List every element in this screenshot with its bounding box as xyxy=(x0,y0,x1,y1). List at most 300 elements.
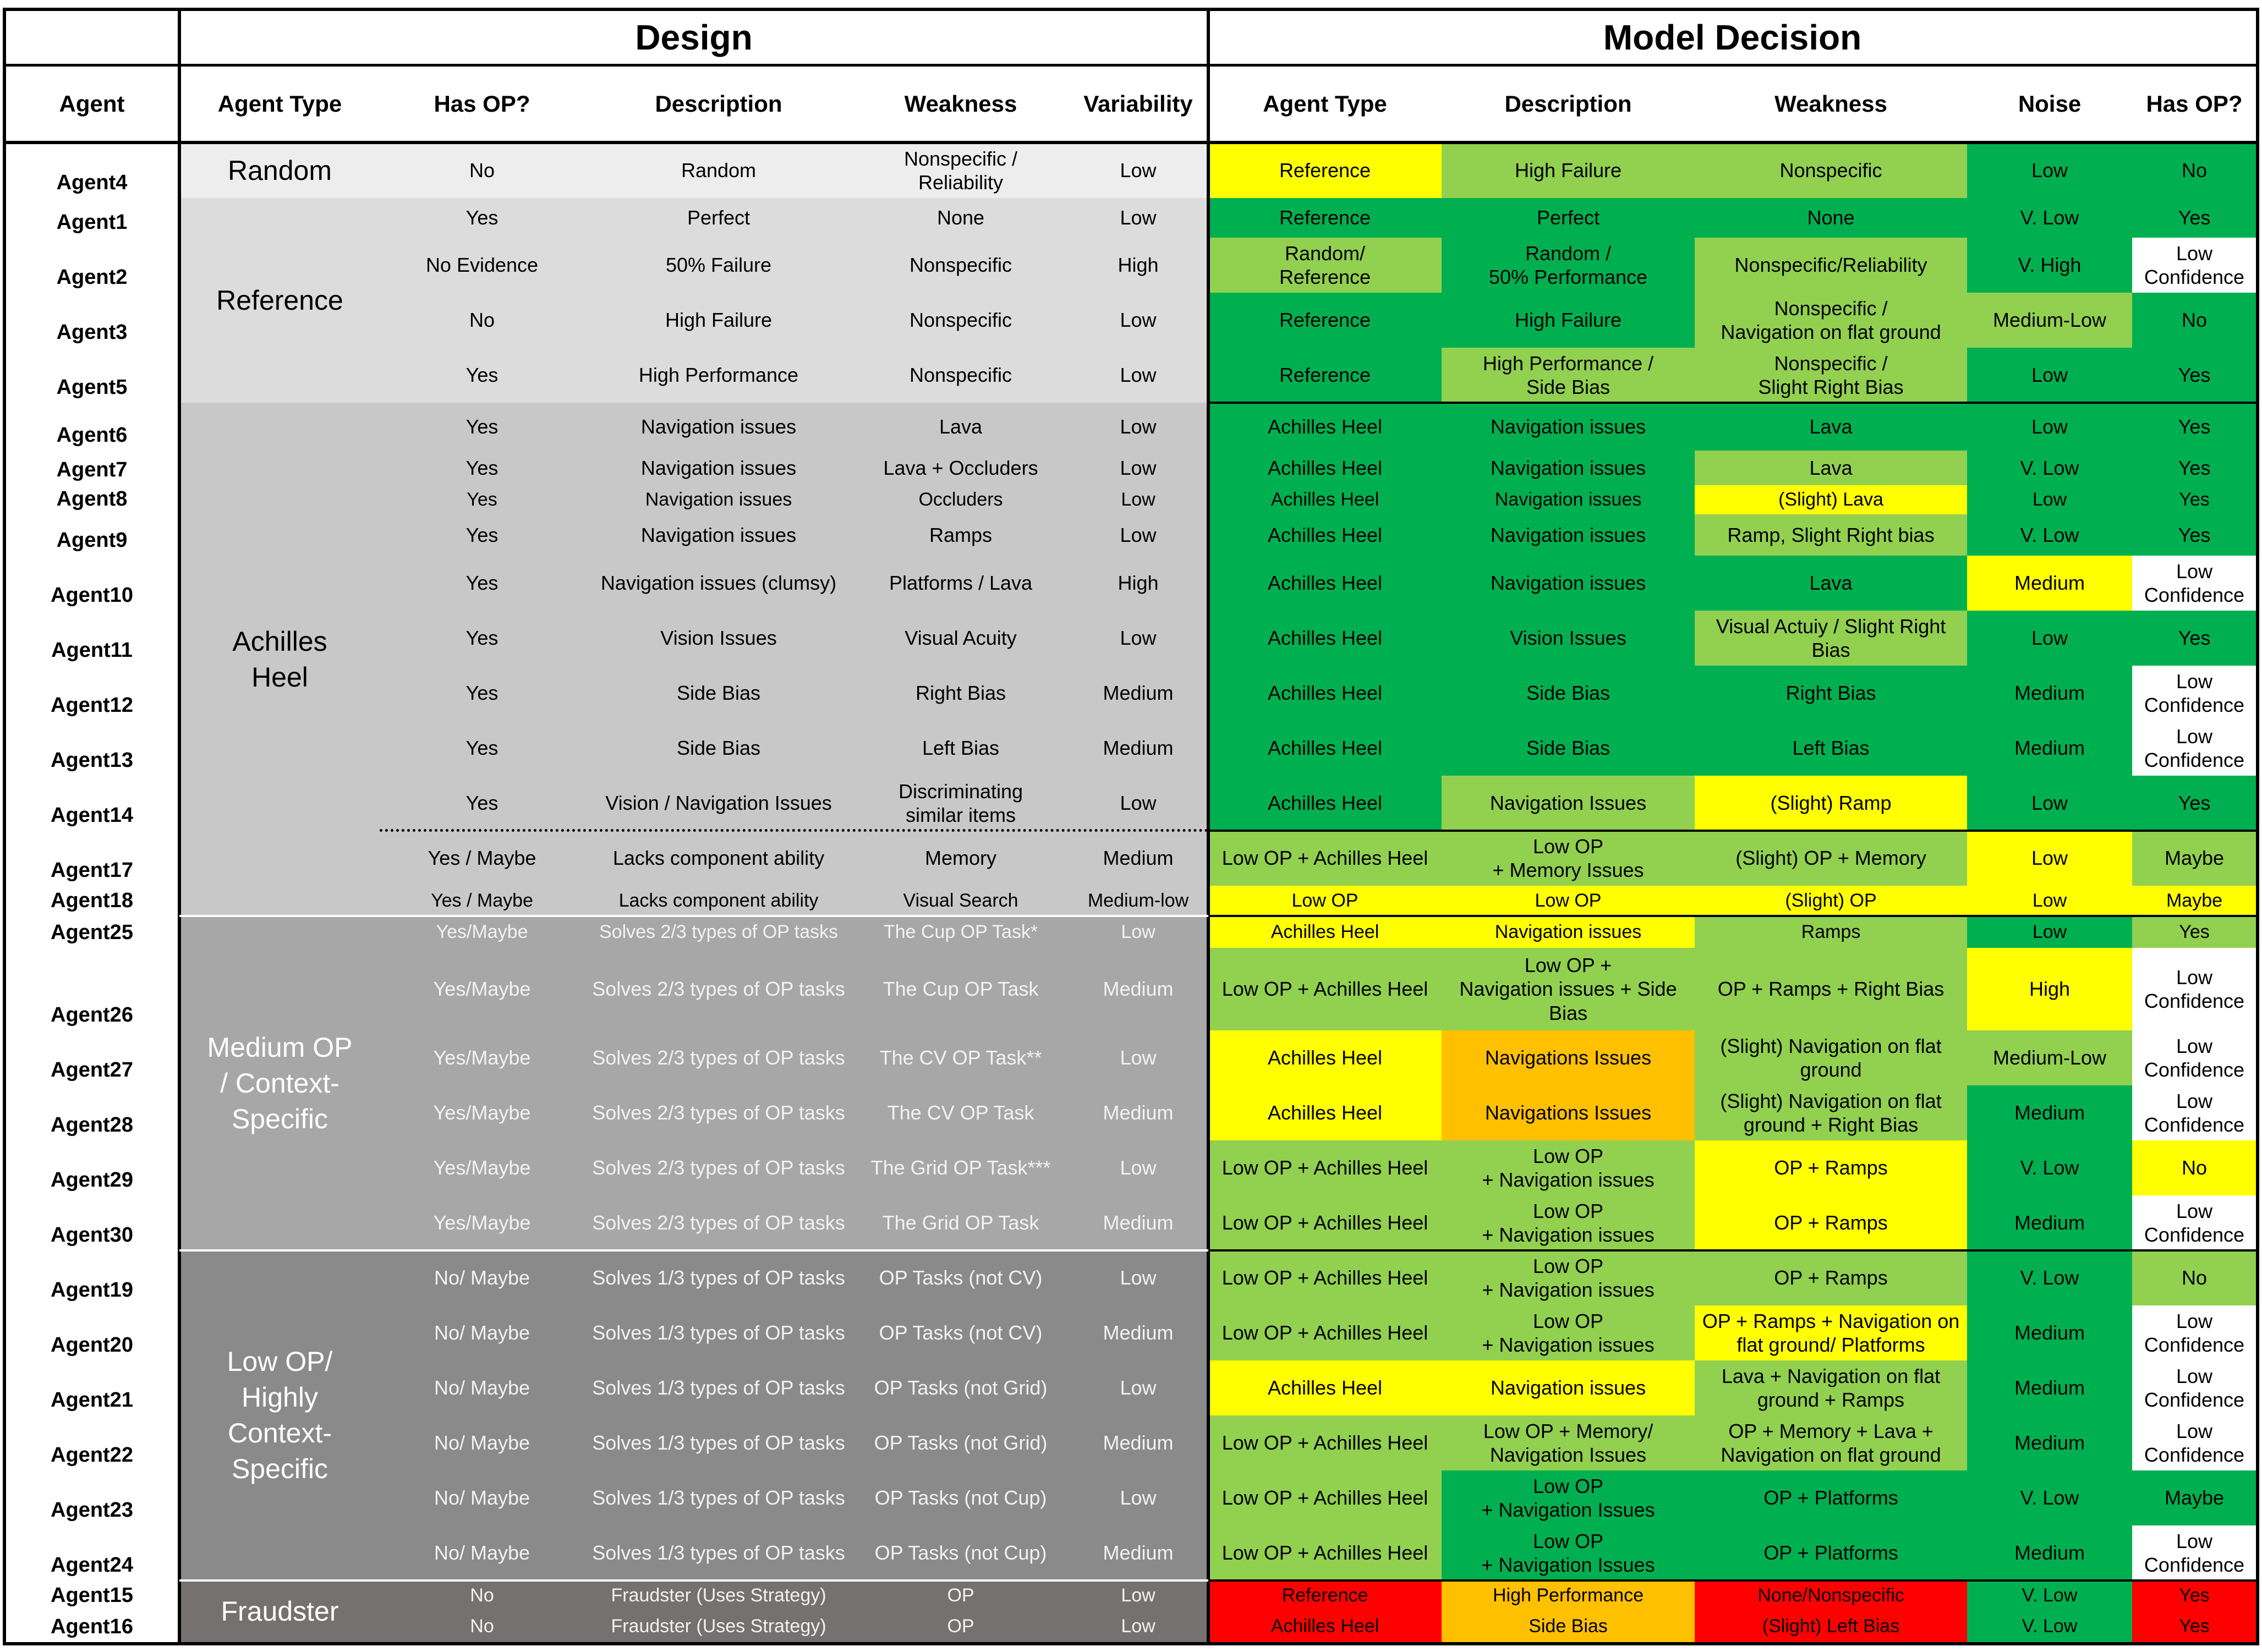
model-noise-cell: V. Low xyxy=(1967,1611,2132,1642)
model-description-cell: High Performance / Side Bias xyxy=(1442,348,1695,403)
model-weakness-cell: OP + Platforms xyxy=(1695,1525,1967,1580)
model-description-cell: Vision Issues xyxy=(1442,611,1695,666)
design-has-op-cell: Yes xyxy=(465,206,499,229)
agent-name: Agent19 xyxy=(51,1278,133,1302)
design-has-op-cell: No/ Maybe xyxy=(434,1376,530,1399)
model-weakness-cell: (Slight) Navigation on flat ground xyxy=(1695,1030,1967,1085)
design-group-label: Low OP/ Highly Context-Specific xyxy=(227,1346,333,1484)
model-noise-cell: V. Low xyxy=(1967,1580,2132,1611)
model-description-cell: Navigation issues xyxy=(1442,485,1695,514)
model-noise-cell: Medium xyxy=(1967,1415,2132,1470)
model-noise-cell: Medium xyxy=(1967,1085,2132,1140)
agent-name: Agent21 xyxy=(51,1388,133,1412)
design-has-op-cell: No xyxy=(470,1585,494,1606)
design-description-cell: Side Bias xyxy=(676,737,761,760)
model-description-cell: High Performance xyxy=(1442,1580,1695,1611)
header-divider xyxy=(4,64,2258,67)
design-group-separator xyxy=(179,1249,1208,1252)
agent-name: Agent22 xyxy=(51,1444,133,1467)
model-noise-cell: Low xyxy=(1967,143,2132,198)
design-variability-cell: Low xyxy=(1121,921,1155,942)
model-noise-cell: High xyxy=(1967,948,2132,1030)
model-noise-cell: Low xyxy=(1967,485,2132,514)
model-noise-cell: Low xyxy=(1967,403,2132,451)
model-weakness-cell: OP + Ramps xyxy=(1695,1195,1967,1250)
agent-name: Agent28 xyxy=(51,1113,133,1137)
model-has-op-cell: Low Confidence xyxy=(2132,1195,2256,1250)
design-variability-cell: Medium xyxy=(1103,1431,1174,1455)
model-weakness-cell: Lava xyxy=(1695,403,1967,451)
design-variability-cell: Low xyxy=(1120,159,1157,182)
agent-name: Agent17 xyxy=(51,859,133,882)
agent-name: Agent12 xyxy=(51,694,133,717)
model-has-op-cell: Low Confidence xyxy=(2132,1415,2256,1470)
design-variability-cell: Medium xyxy=(1103,737,1174,760)
model-noise-cell: Medium xyxy=(1967,666,2132,721)
model-has-op-cell: Yes xyxy=(2132,198,2256,238)
model-description-cell: Low OP + Navigation issues xyxy=(1442,1140,1695,1195)
design-weakness-cell: The Cup OP Task xyxy=(883,978,1039,1001)
model-description-cell: Navigation issues xyxy=(1442,403,1695,451)
model-group-separator xyxy=(1208,1249,2258,1252)
agent-name: Agent13 xyxy=(51,749,133,772)
design-variability-cell: Medium-low xyxy=(1087,890,1189,912)
design-variability-cell: Medium xyxy=(1103,847,1174,870)
design-has-op-header: Has OP? xyxy=(380,65,584,143)
design-weakness-cell: OP Tasks (not CV) xyxy=(879,1266,1043,1289)
model-weakness-cell: Visual Actuiy / Slight Right Bias xyxy=(1695,611,1967,666)
table-right-border xyxy=(2256,8,2259,1645)
design-has-op-cell: No/ Maybe xyxy=(434,1321,530,1344)
design-weakness-cell: OP Tasks (not Grid) xyxy=(874,1431,1048,1455)
design-description-cell: Navigation issues xyxy=(640,415,797,438)
model-has-op-cell: Low Confidence xyxy=(2132,666,2256,721)
model-noise-cell: Medium-Low xyxy=(1967,293,2132,348)
design-has-op-cell: No/ Maybe xyxy=(434,1486,530,1510)
design-weakness-cell: Memory xyxy=(924,847,996,870)
design-variability-cell: Medium xyxy=(1103,978,1174,1001)
model-weakness-cell: Ramp, Slight Right bias xyxy=(1695,514,1967,556)
design-weakness-cell: The Grid OP Task*** xyxy=(870,1156,1051,1179)
model-has-op-cell: Maybe xyxy=(2132,1470,2256,1525)
model-weakness-cell: Nonspecific/Reliability xyxy=(1695,238,1967,293)
design-variability-cell: Medium xyxy=(1103,1211,1174,1234)
design-weakness-cell: Occluders xyxy=(918,489,1003,511)
design-weakness-header: Weakness xyxy=(853,65,1068,143)
design-variability-cell: Low xyxy=(1120,627,1157,650)
model-noise-cell: Medium xyxy=(1967,1525,2132,1580)
model-group-separator xyxy=(1208,402,2258,404)
design-description-cell: Solves 2/3 types of OP tasks xyxy=(592,1101,845,1124)
agent-name: Agent27 xyxy=(51,1058,133,1082)
model-description-cell: Side Bias xyxy=(1442,1611,1695,1642)
design-has-op-cell: No xyxy=(469,309,495,332)
model-weakness-cell: OP + Ramps xyxy=(1695,1140,1967,1195)
model-weakness-cell: (Slight) Navigation on flat ground + Right Bias xyxy=(1695,1085,1967,1140)
design-weakness-cell: None xyxy=(936,206,985,229)
model-weakness-cell: None/Nonspecific xyxy=(1695,1580,1967,1611)
model-has-op-cell: No xyxy=(2132,293,2256,348)
model-description-cell: Low OP + Navigation issues xyxy=(1442,1195,1695,1250)
header-bottom-border xyxy=(4,141,2258,144)
design-has-op-cell: Yes xyxy=(465,682,499,705)
table-top-border xyxy=(4,8,2258,11)
design-variability-cell: Medium xyxy=(1103,1541,1174,1565)
model-noise-cell: Medium xyxy=(1967,1360,2132,1415)
agent-name: Agent8 xyxy=(56,487,128,511)
model-description-cell: Random / 50% Performance xyxy=(1442,238,1695,293)
model-agent-type-cell: Low OP + Achilles Heel xyxy=(1208,1195,1442,1250)
model-agent-type-cell: Low OP + Achilles Heel xyxy=(1208,1525,1442,1580)
model-weakness-cell: Right Bias xyxy=(1695,666,1967,721)
design-has-op-cell: Yes xyxy=(467,489,497,511)
design-variability-cell: Low xyxy=(1120,1156,1157,1179)
design-variability-cell: Low xyxy=(1120,364,1157,387)
achilles-subgroup-separator xyxy=(380,829,1208,832)
agent-name: Agent25 xyxy=(51,921,133,945)
model-has-op-cell: Low Confidence xyxy=(2132,1360,2256,1415)
model-agent-type-cell: Achilles Heel xyxy=(1208,485,1442,514)
model-agent-type-cell: Reference xyxy=(1208,1580,1442,1611)
model-has-op-cell: Yes xyxy=(2132,485,2256,514)
model-description-cell: Navigation issues xyxy=(1442,514,1695,556)
design-section-header: Design xyxy=(179,10,1208,65)
model-agent-type-cell: Achilles Heel xyxy=(1208,451,1442,485)
model-weakness-header: Weakness xyxy=(1695,65,1967,143)
design-description-cell: 50% Failure xyxy=(665,254,772,277)
model-has-op-header: Has OP? xyxy=(2132,65,2256,143)
model-agent-type-cell: Low OP + Achilles Heel xyxy=(1208,831,1442,886)
model-weakness-cell: OP + Ramps xyxy=(1695,1250,1967,1305)
design-description-cell: Fraudster (Uses Strategy) xyxy=(611,1585,826,1606)
design-group-separator xyxy=(179,1579,1208,1582)
model-agent-type-cell: Reference xyxy=(1208,348,1442,403)
model-weakness-cell: OP + Ramps + Right Bias xyxy=(1695,948,1967,1030)
design-has-op-cell: Yes/Maybe xyxy=(433,978,531,1001)
model-agent-type-cell: Low OP xyxy=(1208,886,1442,916)
model-weakness-cell: OP + Ramps + Navigation on flat ground/ Platforms xyxy=(1695,1305,1967,1360)
design-weakness-cell: The CV OP Task** xyxy=(879,1046,1042,1069)
design-has-op-cell: Yes xyxy=(465,627,499,650)
design-variability-cell: Low xyxy=(1120,206,1157,229)
agent-column-divider xyxy=(178,8,181,1645)
model-has-op-cell: Yes xyxy=(2132,451,2256,485)
model-noise-cell: Medium-Low xyxy=(1967,1030,2132,1085)
design-description-cell: Solves 1/3 types of OP tasks xyxy=(592,1321,845,1344)
agent-name: Agent26 xyxy=(51,1003,133,1027)
agent-name: Agent18 xyxy=(51,889,133,913)
design-description-cell: Fraudster (Uses Strategy) xyxy=(611,1616,826,1637)
model-group-separator xyxy=(1208,830,2258,832)
design-has-op-cell: No/ Maybe xyxy=(434,1266,530,1289)
model-description-cell: Low OP + Navigation Issues xyxy=(1442,1525,1695,1580)
model-decision-section-header: Model Decision xyxy=(1208,10,2256,65)
design-has-op-cell: No xyxy=(469,159,495,182)
model-agent-type-cell: Achilles Heel xyxy=(1208,1611,1442,1642)
model-has-op-cell: Yes xyxy=(2132,514,2256,556)
design-has-op-cell: No xyxy=(470,1616,494,1637)
design-has-op-cell: Yes/Maybe xyxy=(436,921,528,942)
design-description-cell: Lacks component ability xyxy=(612,847,825,870)
model-has-op-cell: Yes xyxy=(2132,1580,2256,1611)
design-variability-cell: Low xyxy=(1120,1266,1157,1289)
design-description-cell: Solves 2/3 types of OP tasks xyxy=(592,1156,845,1179)
model-has-op-cell: Low Confidence xyxy=(2132,1525,2256,1580)
design-has-op-cell: No Evidence xyxy=(425,254,539,277)
design-variability-cell: High xyxy=(1118,254,1159,277)
model-description-cell: Low OP + Memory Issues xyxy=(1442,831,1695,886)
model-noise-cell: Medium xyxy=(1967,556,2132,611)
model-weakness-cell: (Slight) Lava xyxy=(1695,485,1967,514)
model-weakness-cell: Lava + Navigation on flat ground + Ramps xyxy=(1695,1360,1967,1415)
design-weakness-cell: Lava + Occluders xyxy=(883,456,1038,479)
design-weakness-cell: The Grid OP Task xyxy=(882,1211,1039,1234)
design-variability-cell: Low xyxy=(1120,1046,1157,1069)
design-variability-cell: Low xyxy=(1120,523,1157,546)
design-weakness-cell: Visual Acuity xyxy=(905,627,1017,650)
model-agent-type-cell: Reference xyxy=(1208,143,1442,198)
agent-column-header: Agent xyxy=(4,65,179,143)
design-has-op-cell: Yes xyxy=(465,737,499,760)
model-noise-cell: Low xyxy=(1967,776,2132,831)
agent-name: Agent29 xyxy=(51,1168,133,1192)
model-weakness-cell: Left Bias xyxy=(1695,721,1967,776)
design-weakness-cell: Lava xyxy=(939,415,983,438)
model-agent-type-cell: Achilles Heel xyxy=(1208,1085,1442,1140)
model-has-op-cell: Yes xyxy=(2132,348,2256,403)
design-has-op-cell: Yes/Maybe xyxy=(433,1046,531,1069)
model-weakness-cell: Lava xyxy=(1695,451,1967,485)
model-description-cell: Perfect xyxy=(1442,198,1695,238)
design-has-op-cell: Yes xyxy=(465,572,499,595)
design-weakness-cell: The CV OP Task xyxy=(887,1101,1034,1124)
model-agent-type-cell: Achilles Heel xyxy=(1208,403,1442,451)
model-description-cell: Low OP + Navigation issues xyxy=(1442,1305,1695,1360)
model-noise-cell: Low xyxy=(1967,916,2132,948)
agent-name: Agent16 xyxy=(51,1615,133,1639)
agent-name: Agent1 xyxy=(56,211,128,234)
design-has-op-cell: Yes xyxy=(465,364,499,387)
design-description-cell: Solves 2/3 types of OP tasks xyxy=(599,921,839,942)
model-agent-type-cell: Achilles Heel xyxy=(1208,721,1442,776)
model-has-op-cell: Yes xyxy=(2132,776,2256,831)
model-agent-type-cell: Achilles Heel xyxy=(1208,611,1442,666)
design-description-cell: Navigation issues (clumsy) xyxy=(600,572,837,595)
model-has-op-cell: Low Confidence xyxy=(2132,556,2256,611)
model-weakness-cell: Lava xyxy=(1695,556,1967,611)
model-noise-cell: V. Low xyxy=(1967,451,2132,485)
model-weakness-cell: OP + Memory + Lava + Navigation on flat ground xyxy=(1695,1415,1967,1470)
model-noise-header: Noise xyxy=(1967,65,2132,143)
model-description-header: Description xyxy=(1442,65,1695,143)
design-has-op-cell: Yes / Maybe xyxy=(428,847,536,870)
model-weakness-cell: (Slight) OP xyxy=(1695,886,1967,916)
design-description-cell: Solves 1/3 types of OP tasks xyxy=(592,1541,845,1565)
design-weakness-cell: OP Tasks (not CV) xyxy=(879,1321,1043,1344)
model-weakness-cell: (Slight) Left Bias xyxy=(1695,1611,1967,1642)
model-has-op-cell: Low Confidence xyxy=(2132,721,2256,776)
model-agent-type-cell: Achilles Heel xyxy=(1208,776,1442,831)
design-description-cell: Side Bias xyxy=(676,682,761,705)
model-description-cell: Navigations Issues xyxy=(1442,1030,1695,1085)
design-weakness-cell: Nonspecific / Reliability xyxy=(903,147,1018,194)
design-description-cell: Solves 2/3 types of OP tasks xyxy=(592,978,845,1001)
agent-name: Agent10 xyxy=(51,584,133,607)
model-noise-cell: V. Low xyxy=(1967,1470,2132,1525)
agent-name: Agent7 xyxy=(56,458,128,482)
model-agent-type-cell: Reference xyxy=(1208,198,1442,238)
design-variability-cell: Low xyxy=(1120,456,1157,479)
model-has-op-cell: Yes xyxy=(2132,611,2256,666)
design-weakness-cell: The Cup OP Task* xyxy=(883,921,1038,942)
design-weakness-cell: Ramps xyxy=(929,523,993,546)
design-variability-cell: Medium xyxy=(1103,682,1174,705)
design-description-cell: Lacks component ability xyxy=(618,890,819,912)
agent-name: Agent6 xyxy=(56,424,128,447)
model-weakness-cell: Nonspecific / Slight Right Bias xyxy=(1695,348,1967,403)
design-description-cell: Vision Issues xyxy=(660,627,777,650)
design-group-separator xyxy=(179,915,1208,917)
model-has-op-cell: Yes xyxy=(2132,1611,2256,1642)
model-description-cell: Low OP + Navigation Issues xyxy=(1442,1470,1695,1525)
agent-name: Agent14 xyxy=(51,804,133,827)
model-agent-type-cell: Achilles Heel xyxy=(1208,666,1442,721)
agent-name: Agent11 xyxy=(51,639,133,662)
model-noise-cell: V. High xyxy=(1967,238,2132,293)
model-description-cell: Navigation issues xyxy=(1442,451,1695,485)
model-noise-cell: Low xyxy=(1967,886,2132,916)
model-noise-cell: V. Low xyxy=(1967,198,2132,238)
design-agent-type-header: Agent Type xyxy=(179,65,380,143)
design-description-cell: Navigation issues xyxy=(640,523,797,546)
model-description-cell: Navigation issues xyxy=(1442,916,1695,948)
model-noise-cell: Medium xyxy=(1967,1305,2132,1360)
model-weakness-cell: None xyxy=(1695,198,1967,238)
design-weakness-cell: OP xyxy=(947,1616,974,1637)
model-has-op-cell: Low Confidence xyxy=(2132,948,2256,1030)
model-weakness-cell: (Slight) OP + Memory xyxy=(1695,831,1967,886)
model-agent-type-header: Agent Type xyxy=(1208,65,1442,143)
design-description-cell: Navigation issues xyxy=(645,489,792,511)
design-weakness-cell: Platforms / Lava xyxy=(889,572,1033,595)
model-weakness-cell: (Slight) Ramp xyxy=(1695,776,1967,831)
design-has-op-cell: Yes/Maybe xyxy=(433,1211,531,1234)
agent-name: Agent3 xyxy=(56,321,128,344)
design-weakness-cell: Left Bias xyxy=(922,737,1000,760)
model-has-op-cell: No xyxy=(2132,143,2256,198)
design-description-cell: High Failure xyxy=(665,309,773,332)
model-description-cell: Low OP + Navigation issues + Side Bias xyxy=(1442,948,1695,1030)
design-has-op-cell: Yes xyxy=(465,456,499,479)
agent-name: Agent2 xyxy=(56,266,128,289)
design-variability-cell: Low xyxy=(1120,1486,1157,1510)
design-variability-cell: Medium xyxy=(1103,1101,1174,1124)
model-description-cell: Low OP + Navigation issues xyxy=(1442,1250,1695,1305)
design-description-cell: Perfect xyxy=(687,206,751,229)
agent-name: Agent24 xyxy=(51,1554,133,1577)
design-description-header: Description xyxy=(584,65,853,143)
model-noise-cell: Medium xyxy=(1967,721,2132,776)
model-agent-type-cell: Achilles Heel xyxy=(1208,1360,1442,1415)
design-description-cell: Solves 1/3 types of OP tasks xyxy=(592,1376,845,1399)
agent-name: Agent23 xyxy=(51,1499,133,1522)
design-weakness-cell: Visual Search xyxy=(903,890,1018,912)
agent-name: Agent30 xyxy=(51,1223,133,1247)
design-weakness-cell: OP Tasks (not Grid) xyxy=(874,1376,1048,1399)
model-noise-cell: Medium xyxy=(1967,1195,2132,1250)
agent-name: Agent20 xyxy=(51,1333,133,1357)
model-weakness-cell: Nonspecific xyxy=(1695,143,1967,198)
model-noise-cell: Low xyxy=(1967,348,2132,403)
model-noise-cell: V. Low xyxy=(1967,1250,2132,1305)
design-has-op-cell: Yes xyxy=(465,415,499,438)
design-has-op-cell: No/ Maybe xyxy=(434,1541,530,1565)
model-description-cell: Low OP xyxy=(1442,886,1695,916)
design-group-label: Reference xyxy=(216,284,343,316)
design-has-op-cell: No/ Maybe xyxy=(434,1431,530,1455)
design-has-op-cell: Yes / Maybe xyxy=(431,890,533,912)
design-description-cell: Solves 1/3 types of OP tasks xyxy=(592,1431,845,1455)
design-variability-header: Variability xyxy=(1068,65,1208,143)
design-group-label: Fraudster xyxy=(221,1595,339,1627)
model-weakness-cell: Ramps xyxy=(1695,916,1967,948)
model-has-op-cell: Maybe xyxy=(2132,886,2256,916)
model-description-cell: Navigation issues xyxy=(1442,1360,1695,1415)
design-weakness-cell: Nonspecific xyxy=(909,254,1012,277)
model-has-op-cell: Low Confidence xyxy=(2132,1305,2256,1360)
model-has-op-cell: Low Confidence xyxy=(2132,238,2256,293)
design-description-cell: Navigation issues xyxy=(640,456,797,479)
model-agent-type-cell: Low OP + Achilles Heel xyxy=(1208,1415,1442,1470)
section-divider xyxy=(1207,8,1210,1645)
design-weakness-cell: OP Tasks (not Cup) xyxy=(874,1486,1047,1510)
model-group-separator xyxy=(1208,915,2258,917)
model-agent-type-cell: Low OP + Achilles Heel xyxy=(1208,1470,1442,1525)
model-agent-type-cell: Low OP + Achilles Heel xyxy=(1208,1140,1442,1195)
agent-name: Agent15 xyxy=(51,1584,133,1607)
design-variability-cell: Low xyxy=(1120,1376,1157,1399)
design-description-cell: Vision / Navigation Issues xyxy=(605,792,832,815)
design-variability-cell: Low xyxy=(1121,489,1155,511)
model-weakness-cell: Nonspecific / Navigation on flat ground xyxy=(1695,293,1967,348)
model-agent-type-cell: Low OP + Achilles Heel xyxy=(1208,1250,1442,1305)
model-has-op-cell: Low Confidence xyxy=(2132,1030,2256,1085)
model-description-cell: High Failure xyxy=(1442,293,1695,348)
model-description-cell: Side Bias xyxy=(1442,721,1695,776)
model-noise-cell: V. Low xyxy=(1967,1140,2132,1195)
model-noise-cell: Low xyxy=(1967,611,2132,666)
model-description-cell: Low OP + Memory/ Navigation Issues xyxy=(1442,1415,1695,1470)
design-variability-cell: Low xyxy=(1120,309,1157,332)
agent-name: Agent5 xyxy=(56,376,128,399)
model-has-op-cell: Yes xyxy=(2132,916,2256,948)
model-agent-type-cell: Low OP + Achilles Heel xyxy=(1208,1305,1442,1360)
design-group-label: Medium OP / Context- Specific xyxy=(207,1031,353,1134)
design-variability-cell: Low xyxy=(1120,415,1157,438)
model-has-op-cell: No xyxy=(2132,1250,2256,1305)
table-bottom-border xyxy=(4,1642,2258,1645)
design-group-label: Random xyxy=(228,155,332,186)
design-has-op-cell: Yes/Maybe xyxy=(433,1101,531,1124)
design-description-cell: High Performance xyxy=(638,364,799,387)
design-variability-cell: High xyxy=(1118,572,1159,595)
model-noise-cell: Low xyxy=(1967,831,2132,886)
model-agent-type-cell: Achilles Heel xyxy=(1208,1030,1442,1085)
model-has-op-cell: No xyxy=(2132,1140,2256,1195)
model-agent-type-cell: Achilles Heel xyxy=(1208,556,1442,611)
design-has-op-cell: Yes/Maybe xyxy=(433,1156,531,1179)
design-variability-cell: Low xyxy=(1120,792,1157,815)
